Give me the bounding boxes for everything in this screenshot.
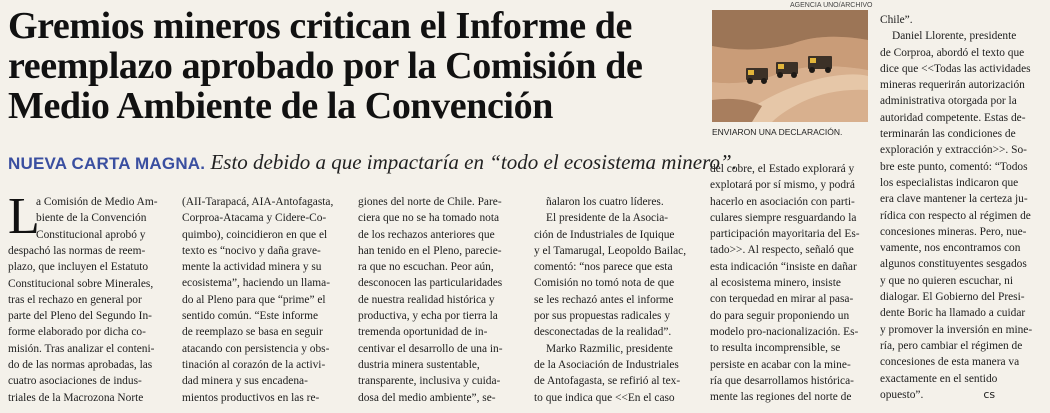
text-line: Marko Razmilic, presidente	[546, 342, 673, 355]
text-line: se les rechazó antes el informe	[534, 293, 674, 306]
text-line	[880, 387, 1032, 403]
mining-trucks-illustration	[712, 10, 868, 122]
text-line: ra que no escuchan. Peor aún,	[358, 261, 494, 274]
text-line: to resulta incomprensible, se	[710, 342, 841, 355]
text-line: exactamente en el sentido	[880, 372, 998, 385]
text-line: desconectadas de la realidad”.	[534, 326, 672, 339]
text-line: triales de la Macrozona Norte	[8, 391, 144, 404]
text-line: terminarán las condiciones de	[880, 128, 1016, 141]
text-line: de Corproa, abordó el texto que	[880, 46, 1025, 59]
text-line: rídica con respecto al régimen de	[880, 209, 1031, 222]
text-line: Constitucional sobre Minerales,	[8, 277, 154, 290]
text-line: tinación al corazón de la activi-	[182, 358, 326, 371]
text-line: productiva, y echa por tierra la	[358, 310, 498, 323]
text-line: autoridad competente. Estas de-	[880, 111, 1026, 124]
text-line: do al Pleno para que “prime” el	[182, 293, 326, 306]
text-line: bre este punto, comentó: “Todos	[880, 160, 1028, 173]
headline-line: Medio Ambiente de la Convención	[8, 85, 553, 127]
text-line: Comisión no tomó nota de que	[534, 277, 675, 290]
text-line: dente Boric ha llamado a cuidar	[880, 307, 1026, 320]
text-line: El presidente de la Asocia-	[546, 212, 669, 225]
text-line: ría que desarrollamos histórica-	[710, 374, 854, 387]
text-line: biente de la Convención	[36, 212, 147, 225]
text-line: Corproa-Atacama y Cidere-Co-	[182, 212, 327, 225]
text-line: era clave mantener la certeza ju-	[880, 193, 1028, 206]
text-line: parte del Pleno del Segundo In-	[8, 310, 152, 323]
text-line: concesiones de esta manera va	[880, 356, 1020, 369]
text-line: Daniel Llorente, presidente	[892, 30, 1017, 43]
text-line: dice que <<Todas las actividades	[880, 62, 1031, 75]
text-line: del cobre, el Estado explorará y	[710, 163, 855, 175]
text-line-end: opuesto”.	[880, 388, 924, 401]
text-line: de nuestra realidad histórica y	[358, 293, 495, 306]
text-line: cuatro asociaciones de indus-	[8, 375, 142, 388]
body-column-3	[358, 194, 503, 406]
text-line: dialogar. El Gobierno del Presi-	[880, 291, 1025, 304]
text-line: (AII-Tarapacá, AIA-Antofagasta,	[182, 196, 334, 208]
deck: Esto debido a que impactaría en “todo el ecosistema minero”.	[210, 150, 737, 174]
text-line: tado>>. Al respecto, señaló que	[710, 244, 854, 257]
body-column-5	[710, 161, 860, 405]
text-line: misión. Tras analizar el conteni-	[8, 342, 155, 355]
text-line: de la Asociación de Industriales	[534, 358, 679, 371]
text-line: de reemplazo se basa en seguir	[182, 326, 323, 339]
text-line: despachó las normas de reem-	[8, 245, 146, 257]
text-line: ciera que no se ha tomado nota	[358, 212, 500, 225]
text-line: centivar el desarrollo de una in-	[358, 342, 503, 355]
end-of-article-mark: cs	[983, 387, 996, 401]
text-line: tras el rechazo en general por	[8, 293, 142, 306]
text-line: ción de Industriales de Iquique	[534, 228, 675, 241]
text-line: modelo pro-nacionalización. Es-	[710, 325, 859, 338]
text-line: comentó: “nos parece que esta	[534, 261, 673, 274]
body-column-2	[182, 194, 333, 406]
text-line: mente las regiones del norte de	[710, 391, 852, 404]
kicker-label: NUEVA CARTA MAGNA.	[8, 154, 206, 173]
text-line: persiste en acabar con la mine-	[710, 358, 851, 371]
text-line: administrativa otorgada por la	[880, 95, 1017, 108]
text-line: quimbo), coincidieron en que el	[182, 228, 328, 241]
text-line: han tenido en el Pleno, parecie-	[358, 244, 502, 257]
text-line: texto es “nocivo y daña grave-	[182, 244, 321, 257]
text-line: de los rechazos anteriores que	[358, 228, 495, 241]
text-line: algunos constituyentes sesgados	[880, 258, 1027, 271]
text-line: plazo, que incluyen el Estatuto	[8, 261, 149, 274]
photo-credit: AGENCIA UNO/ARCHIVO	[790, 2, 873, 9]
text-line: los especialistas indicaron que	[880, 176, 1019, 189]
text-line: hacerlo en asociación con parti-	[710, 195, 855, 208]
headline-line: Gremios mineros critican el Informe de	[8, 5, 632, 47]
text-line: ría, pero cambiar el régimen de	[880, 339, 1023, 352]
body-column-1-cont	[8, 243, 154, 406]
text-line: desconocen las particularidades	[358, 277, 503, 290]
headline-line: reemplazo aprobado por la Comisión de	[8, 45, 643, 87]
text-line: explotará por sí mismo, y podrá	[710, 179, 855, 192]
text-line: do para seguir proponiendo un	[710, 309, 850, 322]
body-column-1	[36, 194, 158, 243]
drop-cap: L	[8, 188, 40, 245]
text-line: y que no quieren escuchar, ni	[880, 274, 1014, 287]
text-line: Constitucional aprobó y	[36, 228, 146, 241]
text-line: ñalaron los cuatro líderes.	[546, 196, 664, 208]
text-line: participación mayoritaria del Es-	[710, 228, 860, 241]
text-line: y promover la inversión en mine-	[880, 323, 1033, 336]
text-line: concesiones mineras. Pero, nue-	[880, 225, 1027, 238]
text-line: dad minera y sus encadena-	[182, 375, 308, 388]
text-line: al ecosistema minero, insiste	[710, 277, 841, 290]
mining-trucks-photo	[712, 10, 868, 122]
text-line: esta indicación “insiste en dañar	[710, 260, 857, 273]
text-line: ecosistema”, haciendo un llama-	[182, 277, 331, 290]
text-line: dosa del medio ambiente”, se-	[358, 391, 496, 404]
text-line: tremenda oportunidad de in-	[358, 326, 488, 339]
body-column-6	[880, 12, 1032, 403]
text-line: con terquedad en mirar al pasa-	[710, 293, 854, 306]
text-line: do de las normas aprobadas, las	[8, 359, 153, 372]
text-line: vamente, nos encontramos con	[880, 242, 1021, 255]
body-column-4	[534, 194, 686, 406]
text-line: transparente, inclusiva y cuida-	[358, 375, 501, 388]
text-line: y el Tamarugal, Leopoldo Bailac,	[534, 244, 687, 257]
text-line: a Comisión de Medio Am-	[36, 196, 158, 208]
text-line: mineras requerirán autorización	[880, 79, 1025, 92]
text-line: Chile”.	[880, 14, 913, 26]
text-line: forme elaborado por dicha co-	[8, 326, 146, 339]
text-line: por sus propuestas radicales y	[534, 310, 671, 323]
text-line: de Antofagasta, se refirió al tex-	[534, 375, 681, 388]
photo-caption: ENVIARON UNA DECLARACIÓN.	[712, 127, 843, 137]
headline	[8, 6, 698, 126]
text-line: atacando con persistencia y obs-	[182, 342, 330, 355]
text-line: mientos productivos en las re-	[182, 391, 320, 404]
text-line: dustria minera sustentable,	[358, 358, 480, 371]
text-line: giones del norte de Chile. Pare-	[358, 196, 502, 208]
text-line: exploración y extracción>>. So-	[880, 144, 1027, 157]
text-line: sentido común. “Este informe	[182, 310, 319, 323]
kicker-line	[8, 150, 737, 176]
text-line: to que indica que <<En el caso	[534, 391, 675, 404]
text-line: mente la actividad minera y su	[182, 261, 322, 274]
text-line: culares siempre resguardando la	[710, 211, 857, 224]
